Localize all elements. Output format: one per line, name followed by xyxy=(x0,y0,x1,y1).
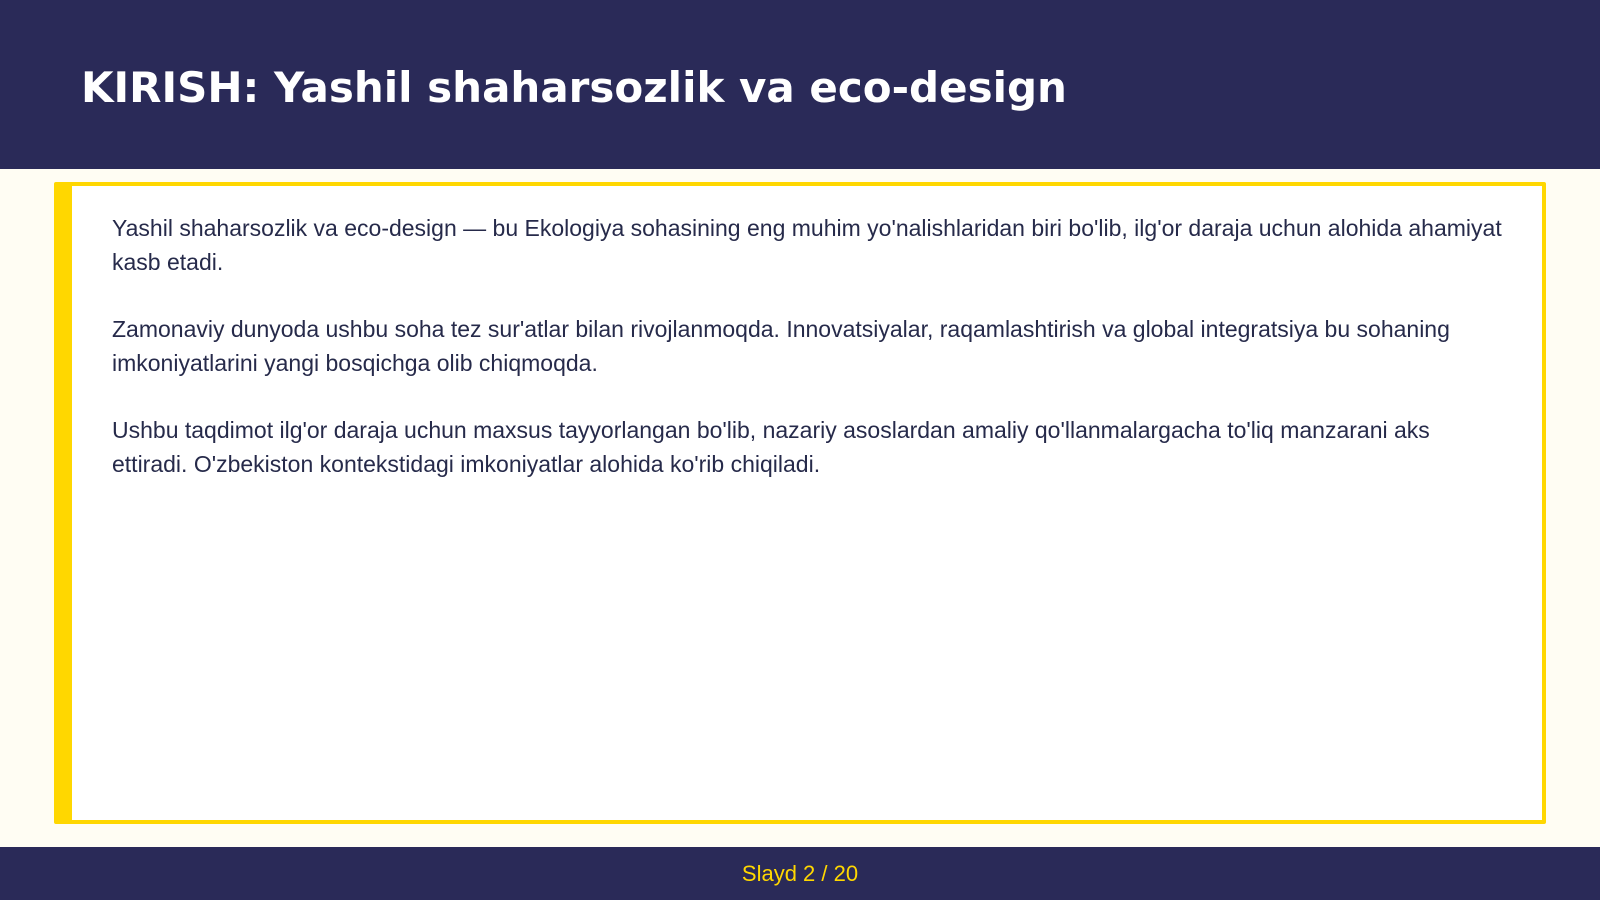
slide-title: KIRISH: Yashil shaharsozlik va eco-design xyxy=(81,63,1067,112)
paragraph-presentation-scope: Ushbu taqdimot ilg'or daraja uchun maxsus tayyorlangan bo'lib, nazariy asoslardan amaliy qo'llanmalargacha to'liq manzarani aks ettiradi. O'zbekiston kontekstidagi imkoniyatlar alohida ko'rib chiqiladi. xyxy=(112,417,1430,477)
slide-footer xyxy=(0,847,1600,900)
paragraph-intro: Yashil shaharsozlik va eco-design — bu Ekologiya sohasining eng muhim yo'nalishlaridan biri bo'lib, ilg'or daraja uchun alohida ahamiyat kasb etadi. xyxy=(112,215,1502,275)
slide-number: Slayd 2 / 20 xyxy=(741,860,859,886)
content-body xyxy=(112,211,1502,514)
paragraph-modern-world: Zamonaviy dunyoda ushbu soha tez sur'atlar bilan rivojlanmoqda. Innovatsiyalar, raqamlashtirish va global integratsiya bu sohaning imkoniyatlarini yangi bosqichga olib chiqmoqda. xyxy=(112,316,1450,376)
slide-header xyxy=(0,0,1600,169)
